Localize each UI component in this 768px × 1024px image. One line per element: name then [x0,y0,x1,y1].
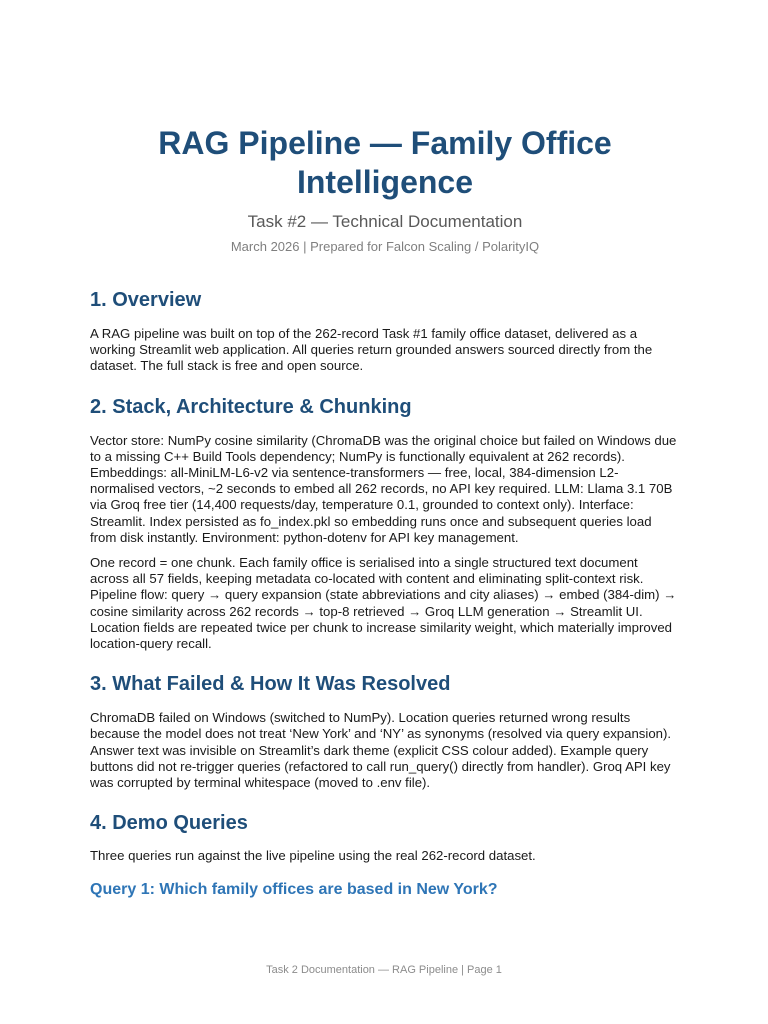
document-meta: March 2026 | Prepared for Falcon Scaling / PolarityIQ [230,239,540,254]
document-subtitle: Task #2 — Technical Documentation [247,212,523,231]
demo-paragraph: Three queries run against the live pipeline using the real 262-record dataset. [90,848,536,864]
section-heading-overview: 1. Overview [90,289,202,311]
document-title: RAG Pipeline — Family Office Intelligence [158,125,612,200]
section-heading-demo: 4. Demo Queries [90,812,248,835]
overview-paragraph: A RAG pipeline was built on top of the 262-record Task #1 family office dataset, delivered as a working Streamlit web application. All queries return grounded answers sourced directly from the dataset. The full stack is free and open source. [90,326,653,374]
failures-paragraph: ChromaDB failed on Windows (switched to NumPy). Location queries returned wrong results because the model does not treat ‘New York’ and ‘NY’ as synonyms (resolved via query expansion). Answer text was invisible on Streamlit’s dark theme (explicit CSS colour added). Example query buttons did not re-trigger queries (refactored to call run_query() directly from handler). Groq API key was corrupted by terminal whitespace (moved to .env file). [90,710,672,791]
section-heading-stack: 2. Stack, Architecture & Chunking [90,395,412,418]
document-page [90,0,680,900]
stack-paragraph-2: One record = one chunk. Each family office is serialised into a single structured text document across all 57 fields, keeping metadata co-located with content and eliminating split-context risk. Pipeline flow: query → query expansion (state abbreviations and city aliases) → embed (384-dim) → cosine similarity across 262 records → top-8 retrieved → Groq LLM generation → Streamlit UI. Location fields are repeated twice per chunk to increase similarity weight, which materially improved location-query recall. [90,555,677,652]
page-footer: Task 2 Documentation — RAG Pipeline | Page 1 [266,964,502,976]
stack-paragraph-1: Vector store: NumPy cosine similarity (ChromaDB was the original choice but failed on Windows due to a missing C++ Build Tools dependency; NumPy is functionally equivalent at 262 records). Embeddings: all-MiniLM-L6-v2 via sentence-transformers — free, local, 384-dimension L2-normalised vectors, ~2 seconds to embed all 262 records, no API key required. LLM: Llama 3.1 70B via Groq free tier (14,400 requests/day, temperature 0.1, grounded to context only). Interface: Streamlit. Index persisted as fo_index.pkl so embedding runs once and subsequent queries load from disk instantly. Environment: python-dotenv for API key management. [90,432,677,545]
section-heading-failures: 3. What Failed & How It Was Resolved [90,673,451,696]
query-1-heading: Query 1: Which family offices are based in New York? [90,881,498,899]
